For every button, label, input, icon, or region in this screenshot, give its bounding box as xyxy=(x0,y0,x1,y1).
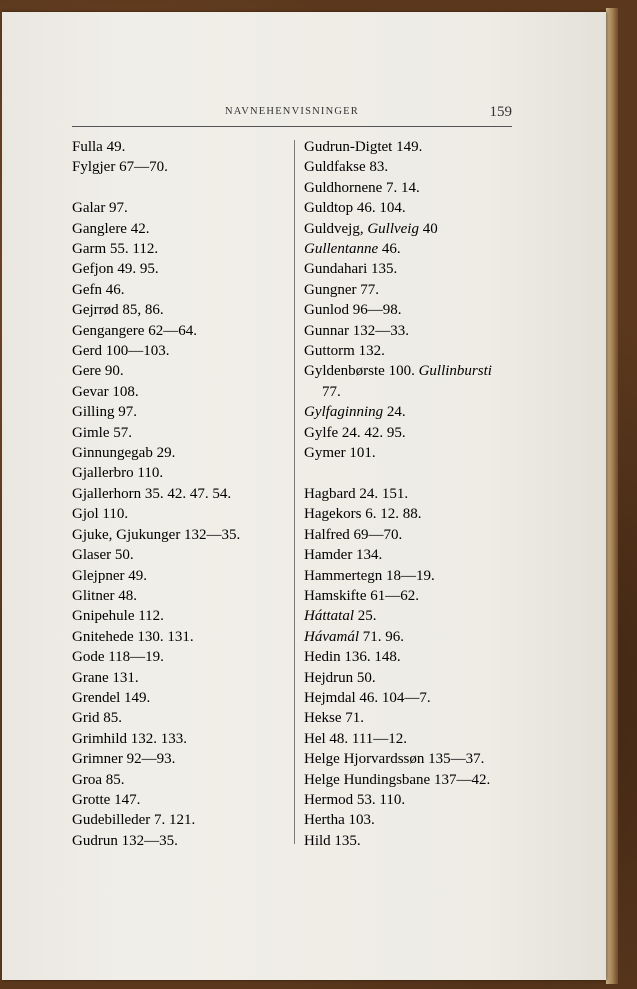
index-entry: Gjallerhorn 35. 42. 47. 54. xyxy=(72,485,232,502)
index-entry: Grid 85. xyxy=(72,710,122,727)
entry-text: Guldvejg, xyxy=(304,220,368,237)
index-entry xyxy=(304,606,518,626)
index-entry: Gylfe 24. 42. 95. xyxy=(304,424,406,441)
entry-italic-text: Gullentanne xyxy=(304,241,379,258)
index-entry: Grimhild 132. 133. xyxy=(72,730,187,747)
index-entry-continuation: 77. xyxy=(322,383,341,400)
entry-text: 40 xyxy=(418,220,438,237)
index-entry: Ginnungegab 29. xyxy=(72,445,176,462)
index-entry: Hild 135. xyxy=(304,832,361,849)
entry-italic-text: Gullveig xyxy=(367,220,419,237)
index-entry: Gjol 110. xyxy=(72,506,129,523)
index-entry: Grimner 92—93. xyxy=(72,751,176,768)
index-entry: Helge Hjorvardssøn 135—37. xyxy=(304,751,485,768)
index-entry: Gerd 100—103. xyxy=(72,343,170,360)
index-entry: Gimle 57. xyxy=(72,424,132,441)
index-entry: Gevar 108. xyxy=(72,383,139,400)
page-number: 159 xyxy=(489,104,512,120)
index-entry: Gymer 101. xyxy=(304,445,376,462)
index-entry: Gefn 46. xyxy=(72,281,125,298)
index-entry: Guttorm 132. xyxy=(304,343,385,360)
index-entry: Guldfakse 83. xyxy=(304,159,389,176)
left-column xyxy=(72,137,294,851)
index-entry: Groa 85. xyxy=(72,771,125,788)
index-entry: Glejpner 49. xyxy=(72,567,147,584)
index-entry: Gengangere 62—64. xyxy=(72,322,197,339)
index-entry: Hejmdal 46. 104—7. xyxy=(304,689,431,706)
index-entry xyxy=(304,361,518,381)
entry-text: Gyldenbørste 100. xyxy=(304,363,419,380)
index-entry: Gunlod 96—98. xyxy=(304,302,402,319)
index-entry: Guldtop 46. 104. xyxy=(304,200,406,217)
index-entry: Gudrun-Digtet 149. xyxy=(304,139,423,155)
index-entry xyxy=(304,402,518,422)
index-entry: Helge Hundingsbane 137—42. xyxy=(304,771,491,788)
index-entry xyxy=(304,239,518,259)
index-entry: Halfred 69—70. xyxy=(304,526,403,543)
index-entry: Grotte 147. xyxy=(72,791,141,808)
index-entry: Gudrun 132—35. xyxy=(72,832,178,849)
index-entry: Gode 118—19. xyxy=(72,649,164,666)
index-entry: Gudebilleder 7. 121. xyxy=(72,812,196,829)
index-entry: Gunnar 132—33. xyxy=(304,322,409,339)
running-head xyxy=(72,96,512,127)
index-entry: Hedin 136. 148. xyxy=(304,649,401,666)
entry-text: 25. xyxy=(354,608,377,625)
entry-italic-text: Gylfaginning xyxy=(304,404,384,421)
index-entry: Hamskifte 61—62. xyxy=(304,587,419,604)
index-entry: Gere 90. xyxy=(72,363,124,380)
index-entry xyxy=(304,627,518,647)
index-entry: Grendel 149. xyxy=(72,689,151,706)
entry-text: 24. xyxy=(383,404,406,421)
index-entry: Gjuke, Gjukunger 132—35. xyxy=(72,526,241,543)
entry-italic-text: Háttatal xyxy=(304,608,355,625)
index-entry: Guldhornene 7. 14. xyxy=(304,179,420,196)
index-entry-section-start: Hagbard 24. 151. xyxy=(304,485,409,502)
index-entry: Gefjon 49. 95. xyxy=(72,261,159,278)
index-entry: Gundahari 135. xyxy=(304,261,398,278)
index-entry-section-start: Galar 97. xyxy=(72,200,128,217)
index-entry: Hammertegn 18—19. xyxy=(304,567,435,584)
right-column xyxy=(304,137,518,851)
running-title: NAVNEHENVISNINGER xyxy=(225,106,359,117)
index-entry: Grane 131. xyxy=(72,669,139,686)
index-entry: Glaser 50. xyxy=(72,547,134,564)
index-entry: Gejrrød 85, 86. xyxy=(72,302,164,319)
index-entry: Fylgjer 67—70. xyxy=(72,159,168,176)
index-entry: Ganglere 42. xyxy=(72,220,150,237)
index-entry: Hel 48. 111—12. xyxy=(304,730,408,747)
index-entry: Gnitehede 130. 131. xyxy=(72,628,194,645)
index-entry: Hagekors 6. 12. 88. xyxy=(304,506,422,523)
index-entry: Hamder 134. xyxy=(304,547,383,564)
index-entry: Gungner 77. xyxy=(304,281,379,298)
index-entry: Gnipehule 112. xyxy=(72,608,164,625)
index-entry: Hekse 71. xyxy=(304,710,364,727)
index-entry: Hejdrun 50. xyxy=(304,669,376,686)
page-edge xyxy=(606,8,618,984)
index-entry xyxy=(304,219,518,239)
entry-text: 46. xyxy=(378,241,401,258)
index-entry: Hertha 103. xyxy=(304,812,375,829)
index-entry: Glitner 48. xyxy=(72,587,137,604)
index-entry: Hermod 53. 110. xyxy=(304,791,406,808)
index-entry: Gjallerbro 110. xyxy=(72,465,164,482)
index-entry: Garm 55. 112. xyxy=(72,241,159,258)
index-entry: Fulla 49. xyxy=(72,139,126,155)
entry-italic-text: Hávamál xyxy=(304,628,359,645)
entry-italic-text: Gullinbursti xyxy=(418,363,492,380)
entry-text: 71. 96. xyxy=(359,628,404,645)
column-divider xyxy=(294,140,295,844)
index-entry: Gilling 97. xyxy=(72,404,138,421)
